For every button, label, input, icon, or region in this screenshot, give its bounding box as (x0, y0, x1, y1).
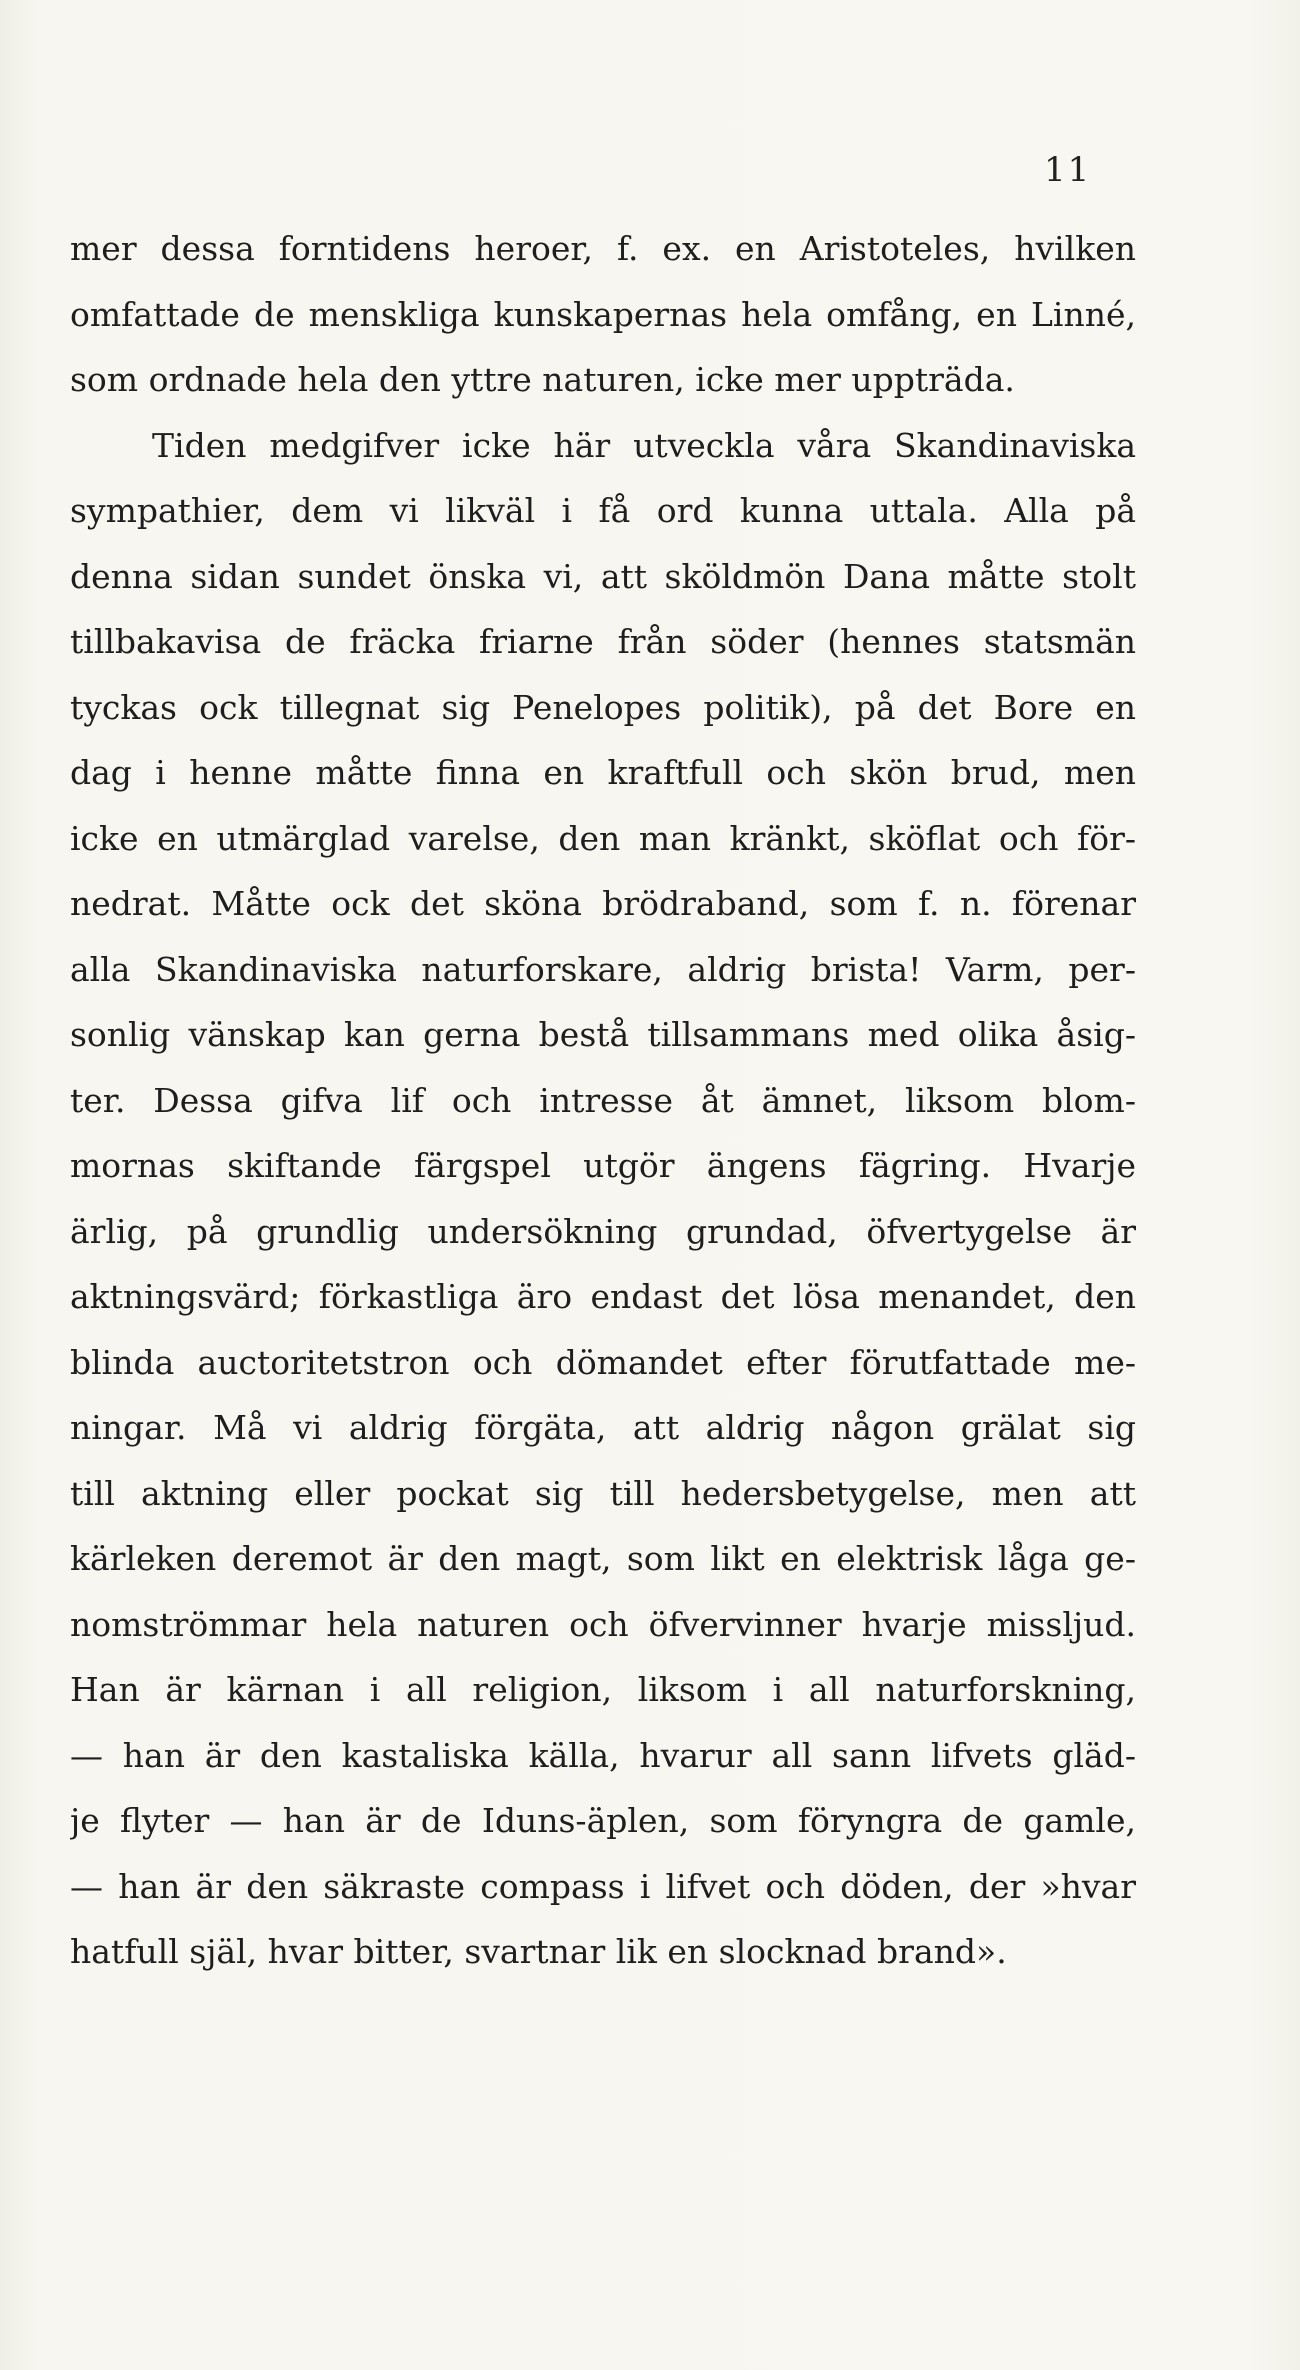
text-line: alla Skandinaviska naturforskare, aldrig brista! Varm, per- (70, 949, 1136, 989)
text-line: tillbakavisa de fräcka friarne från söder (hennes statsmän (70, 622, 1136, 661)
text-line: aktningsvärd; förkastliga äro endast det lösa menandet, den (70, 1277, 1136, 1316)
text-line: omfattade de menskliga kunskapernas hela omfång, en Linné, (70, 294, 1136, 334)
text-line: sympathier, dem vi likväl i få ord kunna uttala. Alla på (70, 491, 1136, 530)
text-line: som ordnade hela den yttre naturen, icke mer uppträda. (70, 360, 1015, 399)
text-line: — han är den säkraste compass i lifvet och döden, der »hvar (70, 1866, 1136, 1906)
text-line: Han är kärnan i all religion, liksom i all naturforskning, (70, 1670, 1136, 1709)
text-line: dag i henne måtte finna en kraftfull och skön brud, men (70, 753, 1136, 792)
text-line: kärleken deremot är den magt, som likt en elektrisk låga ge- (70, 1539, 1136, 1578)
body-text (70, 216, 1136, 1985)
text-line: mornas skiftande färgspel utgör ängens fägring. Hvarje (70, 1146, 1136, 1185)
text-line: icke en utmärglad varelse, den man kränkt, sköflat och för- (70, 818, 1136, 858)
text-line: — han är den kastaliska källa, hvarur all sann lifvets gläd- (70, 1735, 1136, 1775)
text-line: blinda auctoritetstron och dömandet efter förutfattade me- (70, 1342, 1136, 1382)
text-line: je flyter — han är de Iduns-äplen, som föryngra de gamle, (70, 1801, 1136, 1840)
text-line: ningar. Må vi aldrig förgäta, att aldrig någon grälat sig (70, 1408, 1136, 1447)
text-line: mer dessa forntidens heroer, f. ex. en Aristoteles, hvilken (70, 229, 1136, 268)
text-line: sonlig vänskap kan gerna bestå tillsammans med olika åsig- (70, 1015, 1136, 1054)
text-line: ter. Dessa gifva lif och intresse åt ämnet, liksom blom- (70, 1080, 1136, 1120)
text-line: Tiden medgifver icke här utveckla våra Skandinaviska (152, 425, 1136, 465)
text-line: ärlig, på grundlig undersökning grundad, öfvertygelse är (70, 1211, 1136, 1251)
text-line: till aktning eller pockat sig till hedersbetygelse, men att (70, 1473, 1136, 1513)
text-line: nomströmmar hela naturen och öfvervinner hvarje missljud. (70, 1604, 1136, 1644)
text-line: hatfull själ, hvar bitter, svartnar lik en slocknad brand». (70, 1932, 1007, 1971)
text-line: nedrat. Måtte ock det sköna brödraband, som f. n. förenar (70, 884, 1136, 923)
text-line: tyckas ock tillegnat sig Penelopes politik), på det Bore en (70, 687, 1136, 727)
page-number: 11 (1044, 150, 1092, 190)
text-line: denna sidan sundet önska vi, att sköldmön Dana måtte stolt (70, 556, 1136, 596)
